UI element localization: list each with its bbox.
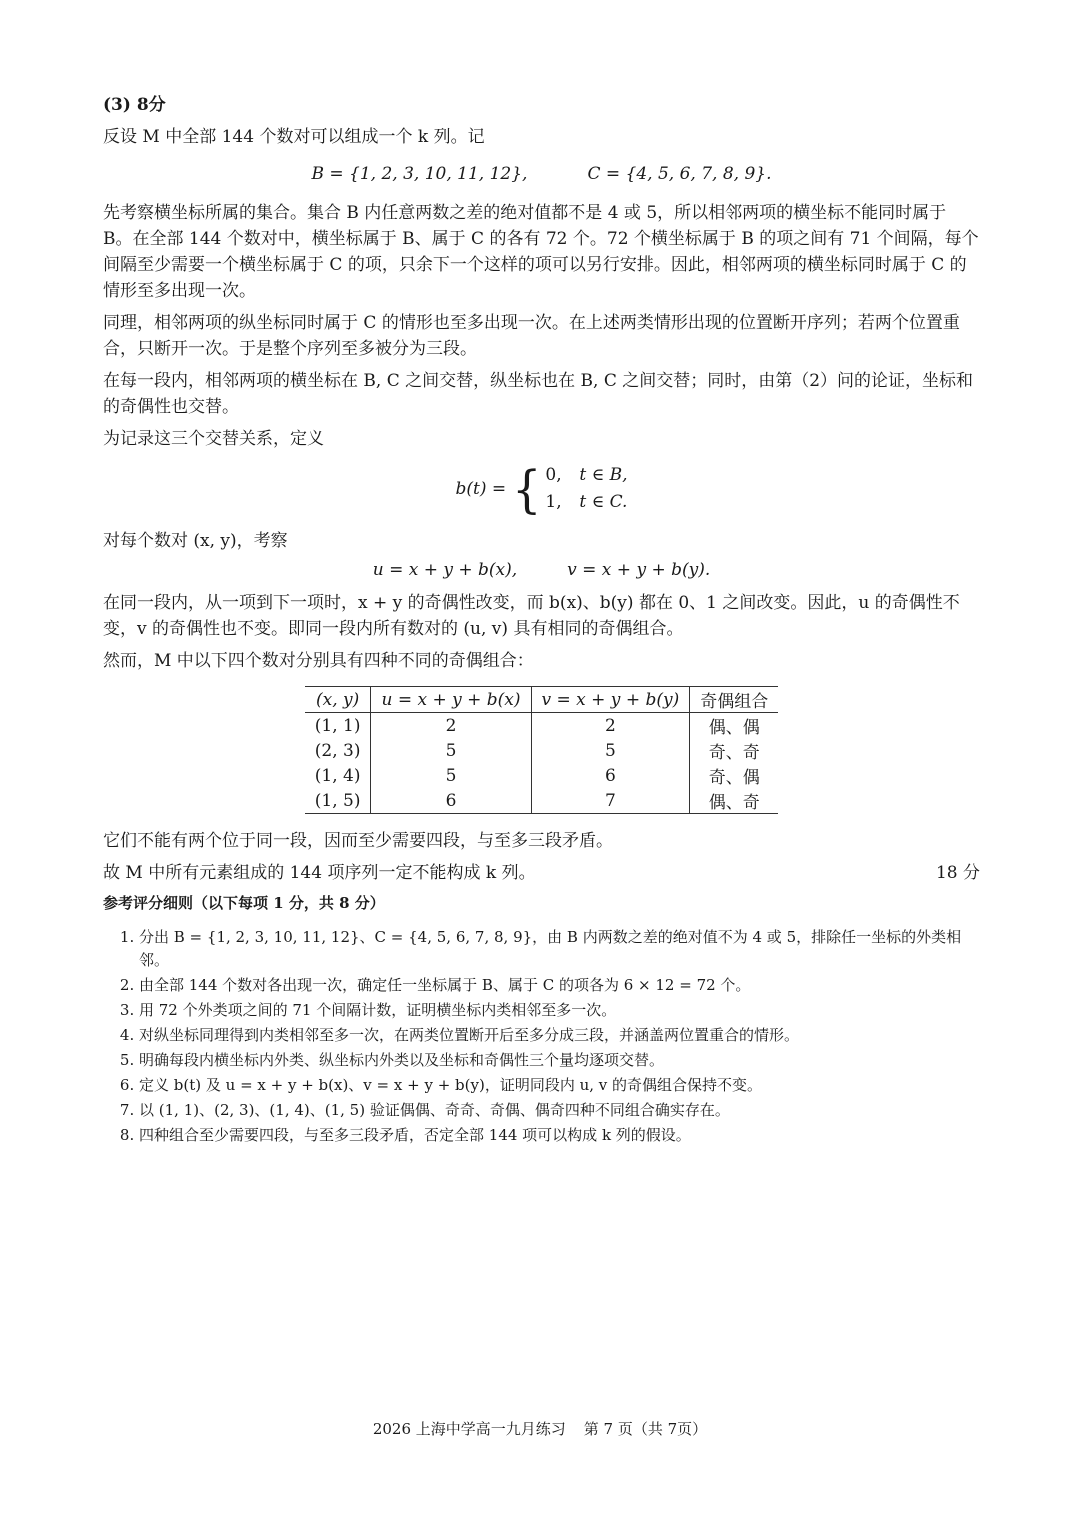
piecewise-cases: [545, 462, 627, 516]
section-heading: (3) 8分: [103, 95, 166, 115]
table-cell: 5: [371, 763, 531, 788]
list-item: 2. 由全部 144 个数对各出现一次，确定任一坐标属于 B、属于 C 的项各为 6 × 12 = 72 个。: [139, 974, 980, 997]
u-formula: u = x + y + b(x),: [372, 560, 518, 580]
list-item: 4. 对纵坐标同理得到内类相邻至多一次，在两类位置断开后至多分成三段，并涵盖两位置重合的情形。: [139, 1024, 980, 1047]
parity-table: [305, 686, 778, 814]
rubric-title: 参考评分细则（以下每项 1 分，共 8 分）: [103, 894, 385, 912]
page-footer: [0, 1418, 1080, 1439]
paragraph-5: 对每个数对 (x, y)，考察: [103, 531, 288, 551]
score-label: 18 分: [935, 863, 980, 883]
intro-text: 反设 M 中全部 144 个数对可以组成一个 k 列。记: [103, 127, 485, 147]
table-cell: 奇、偶: [708, 768, 760, 788]
table-row: [305, 788, 778, 814]
list-item: 8. 四种组合至少需要四段，与至多三段矛盾，否定全部 144 项可以构成 k 列的假设。: [139, 1124, 980, 1147]
paragraph-3: 在每一段内，相邻两项的横坐标在 B, C 之间交替，纵坐标也在 B, C 之间交替；同时，由第（2）问的论证，坐标和的奇偶性也交替。: [103, 371, 974, 417]
table-cell: (1, 1): [305, 713, 371, 739]
table-cell: 6: [531, 763, 690, 788]
piecewise-definition: [103, 459, 980, 519]
list-item: 6. 定义 b(t) 及 u = x + y + b(x)、v = x + y + b(y)，证明同段内 u, v 的奇偶组合保持不变。: [139, 1074, 980, 1097]
table-cell: 5: [531, 738, 690, 763]
table-cell: 6: [371, 788, 531, 814]
set-C: C = {4, 5, 6, 7, 8, 9}.: [587, 164, 772, 184]
footer-page-number: 第 7 页（共 7页）: [583, 1420, 708, 1438]
case-1: 0, t ∈ B,: [545, 465, 628, 485]
table-row: [305, 738, 778, 763]
table-header-row: [305, 687, 778, 713]
table-cell: (2, 3): [305, 738, 371, 763]
paragraph-7: 然而，M 中以下四个数对分别具有四种不同的奇偶组合：: [103, 651, 534, 671]
list-item: 3. 用 72 个外类项之间的 71 个间隔计数，证明横坐标内类相邻至多一次。: [139, 999, 980, 1022]
conclusion-text: 故 M 中所有元素组成的 144 项序列一定不能构成 k 列。: [103, 863, 536, 883]
list-item: 5. 明确每段内横坐标内外类、纵坐标内外类以及坐标和奇偶性三个量均逐项交替。: [139, 1049, 980, 1072]
table-cell: 2: [371, 713, 531, 739]
set-definitions: [103, 164, 980, 184]
paragraph-6: 在同一段内，从一项到下一项时，x + y 的奇偶性改变，而 b(x)、b(y) 都在 0、1 之间改变。因此，u 的奇偶性不变，v 的奇偶性也不变。即同一段内所有数对的 (u, v) 具有相同的奇偶组合。: [103, 593, 960, 639]
table-cell: (1, 5): [305, 788, 371, 814]
table-cell: 偶、偶: [708, 718, 760, 738]
case-2: 1, t ∈ C.: [545, 492, 628, 512]
v-formula: v = x + y + b(y).: [567, 560, 711, 580]
page-body: [103, 92, 980, 1149]
list-item: 7. 以 (1, 1)、(2, 3)、(1, 4)、(1, 5) 验证偶偶、奇奇、奇偶、偶奇四种不同组合确实存在。: [139, 1099, 980, 1122]
table-row: [305, 763, 778, 788]
table-cell: 2: [531, 713, 690, 739]
table-header: (x, y): [305, 687, 371, 713]
paragraph-4: 为记录这三个交替关系，定义: [103, 429, 324, 449]
table-header: v = x + y + b(y): [531, 687, 690, 713]
footer-exam-title: 2026 上海中学高一九月练习: [372, 1420, 566, 1438]
paragraph-8: 它们不能有两个位于同一段，因而至少需要四段，与至多三段矛盾。: [103, 831, 613, 851]
conclusion-line: [103, 860, 980, 886]
table-cell: 奇、奇: [708, 743, 760, 763]
paragraph-1: 先考察横坐标所属的集合。集合 B 内任意两数之差的绝对值都不是 4 或 5，所以相邻两项的横坐标不能同时属于 B。在全部 144 个数对中，横坐标属于 B、属于 C 的各有 72 个。72 个横坐标属于 B 的项之间有 71 个间隔，每个间隔至少需要一个横坐标属于 C 的项，只余下一个这样的项可以另行安排。因此，相邻两项的横坐标同时属于 C 的情形至多出现一次。: [103, 203, 979, 301]
list-item: 1. 分出 B = {1, 2, 3, 10, 11, 12}、C = {4, 5, 6, 7, 8, 9}，由 B 内两数之差的绝对值不为 4 或 5，排除任一坐标的外类相邻。: [139, 926, 980, 972]
table-cell: 7: [531, 788, 690, 814]
table-header: u = x + y + b(x): [371, 687, 531, 713]
piecewise-lhs: b(t) =: [455, 479, 507, 499]
table-cell: 偶、奇: [690, 788, 779, 814]
rubric-list: [103, 926, 980, 1147]
left-brace: {: [512, 459, 542, 519]
table-cell: 5: [371, 738, 531, 763]
table-cell: (1, 4): [305, 763, 371, 788]
set-B: B = {1, 2, 3, 10, 11, 12},: [311, 164, 528, 184]
table-header: 奇偶组合: [690, 687, 779, 713]
table-row: [305, 713, 778, 739]
uv-definition: [103, 560, 980, 580]
paragraph-2: 同理，相邻两项的纵坐标同时属于 C 的情形也至多出现一次。在上述两类情形出现的位置断开序列；若两个位置重合，只断开一次。于是整个序列至多被分为三段。: [103, 313, 960, 359]
